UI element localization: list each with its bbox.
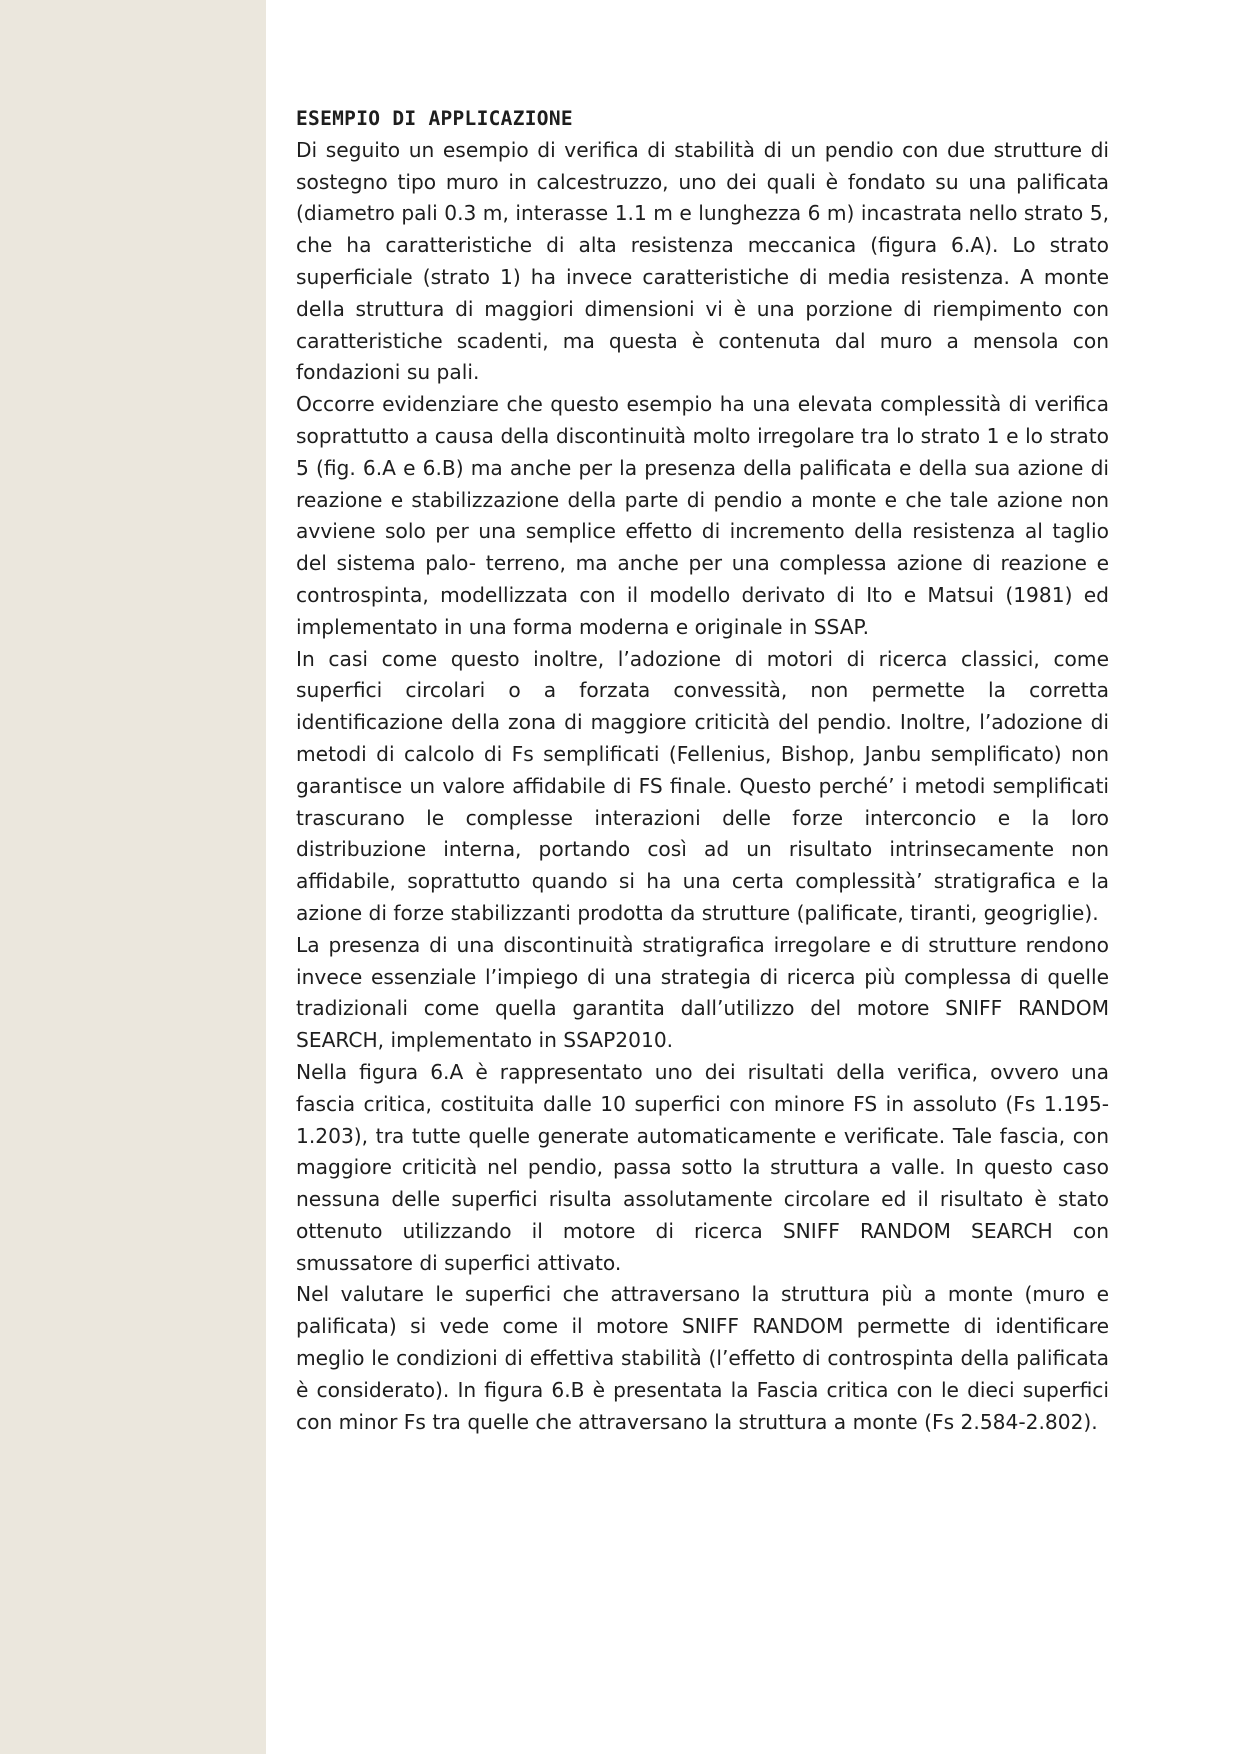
page-margin-band [0,0,266,1754]
paragraph-figure-6b: Nel valutare le superfici che attraversano la struttura più a monte (muro e palificata) si vede come il motore SNIFF RANDOM permette di identificare meglio le condizioni di effettiva stabilità (l’effetto di controspinta della palificata è considerato). In figura 6.B è presentata la Fascia critica con le dieci superfici con minor Fs tra quelle che attraversano la struttura a monte (Fs 2.584-2.802). [296,1282,1109,1434]
paragraph-figure-6a: Nella figura 6.A è rappresentato uno dei risultati della verifica, ovvero una fascia critica, costituita dalle 10 superfici con minore FS in assoluto (Fs 1.195-1.203), tra tutte quelle generate automaticamente e verificate. Tale fascia, con maggiore criticità nel pendio, passa sotto la struttura a valle. In questo caso nessuna delle superfici risulta assolutamente circolare ed il risultato è stato ottenuto utilizzando il motore di ricerca SNIFF RANDOM SEARCH con smussatore di superfici attivato. [296,1059,1109,1275]
paragraph-complexity: Occorre evidenziare che questo esempio ha una elevata complessità di verifica soprattutto a causa della discontinuità molto irregolare tra lo strato 1 e lo strato 5 (fig. 6.A e 6.B) ma anche per la presenza della palificata e della sua azione di reazione e stabilizzazione della parte di pendio a monte e che tale azione non avviene solo per una semplice effetto di incremento della resistenza al taglio del sistema palo- terreno, ma anche per una complessa azione di reazione e controspinta, modellizzata con il modello derivato di Ito e Matsui (1981) ed implementato in una forma moderna e originale in SSAP. [296,392,1109,639]
document-body [296,103,1109,1438]
section-heading: ESEMPIO DI APPLICAZIONE [296,107,573,130]
paragraph-classic-methods: In casi come questo inoltre, l’adozione di motori di ricerca classici, come superfici circolari o a forzata convessità, non permette la corretta identificazione della zona di maggiore criticità del pendio. Inoltre, l’adozione di metodi di calcolo di Fs semplificati (Fellenius, Bishop, Janbu semplificato) non garantisce un valore affidabile di FS finale. Questo perché’ i metodi semplificati trascurano le complesse interazioni delle forze interconcio e la loro distribuzione interna, portando così ad un risultato intrinsecamente non affidabile, soprattutto quando si ha una certa complessità’ stratigrafica e la azione di forze stabilizzanti prodotta da strutture (palificate, tiranti, geogriglie). [296,646,1109,925]
paragraph-intro: Di seguito un esempio di verifica di stabilità di un pendio con due strutture di sostegno tipo muro in calcestruzzo, uno dei quali è fondato su una palificata (diametro pali 0.3 m, interasse 1.1 m e lunghezza 6 m) incastrata nello strato 5, che ha caratteristiche di alta resistenza meccanica (figura 6.A). Lo strato superficiale (strato 1) ha invece caratteristiche di media resistenza. A monte della struttura di maggiori dimensioni vi è una porzione di riempimento con caratteristiche scadenti, ma questa è contenuta dal muro a mensola con fondazioni su pali. [296,137,1109,385]
paragraph-sniff-random: La presenza di una discontinuità stratigrafica irregolare e di strutture rendono invece essenziale l’impiego di una strategia di ricerca più complessa di quelle tradizionali come quella garantita dall’utilizzo del motore SNIFF RANDOM SEARCH, implementato in SSAP2010. [296,932,1109,1053]
